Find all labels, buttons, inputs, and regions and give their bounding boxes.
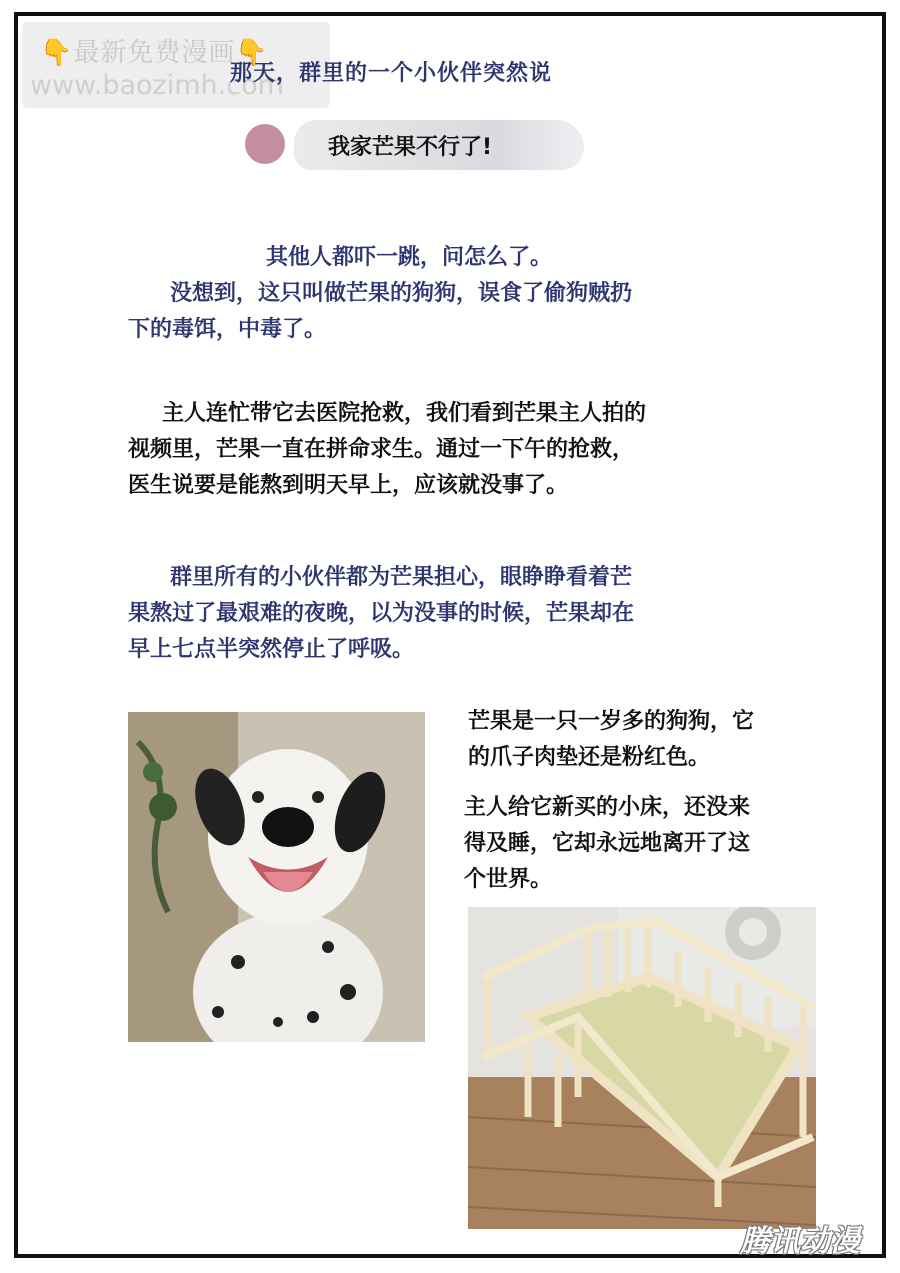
pointing-down-hand-icon: 👇 (235, 38, 269, 68)
tencent-comic-logo: 腾讯动漫 (740, 1224, 860, 1259)
caption-2-line-1: 主人给它新买的小床，还没来 (464, 795, 751, 820)
speech-bubble-text: 我家芒果不行了! (328, 135, 493, 160)
paragraph-3-line-1: 群里所有的小伙伴都为芒果担心，眼睁睁看着芒 (170, 565, 633, 590)
caption-1-line-2: 的爪子肉垫还是粉红色。 (468, 745, 711, 770)
paragraph-2-line-2: 视频里，芒果一直在拼命求生。通过一下午的抢救， (128, 437, 635, 462)
paragraph-1-line-3: 下的毒饵，中毒了。 (128, 317, 327, 342)
paragraph-3-line-2: 果熬过了最艰难的夜晚，以为没事的时候，芒果却在 (128, 601, 635, 626)
watermark-url: www.baozimh.com (30, 70, 284, 101)
caption-2-line-2: 得及睡，它却永远地离开了这 (464, 831, 751, 856)
watermark-line-1: 👇最新免费漫画👇 (40, 38, 269, 68)
pointing-down-hand-icon: 👇 (40, 38, 74, 68)
paragraph-1-line-2: 没想到，这只叫做芒果的狗狗，误食了偷狗贼扔 (170, 281, 633, 306)
paragraph-1-line-1: 其他人都吓一跳，问怎么了。 (266, 245, 553, 270)
dalmatian-photo (128, 712, 425, 1042)
paragraph-3-line-3: 早上七点半突然停止了呼吸。 (128, 637, 415, 662)
caption-1-line-1: 芒果是一只一岁多的狗狗，它 (468, 709, 755, 734)
dog-bed-photo (468, 907, 816, 1229)
paragraph-2-line-1: 主人连忙带它去医院抢救，我们看到芒果主人拍的 (162, 401, 647, 426)
page-title: 那天，群里的一个小伙伴突然说 (230, 61, 553, 86)
paragraph-2-line-3: 医生说要是能熬到明天早上，应该就没事了。 (128, 473, 569, 498)
speaker-dot (245, 124, 285, 164)
caption-2-line-3: 个世界。 (464, 867, 553, 892)
